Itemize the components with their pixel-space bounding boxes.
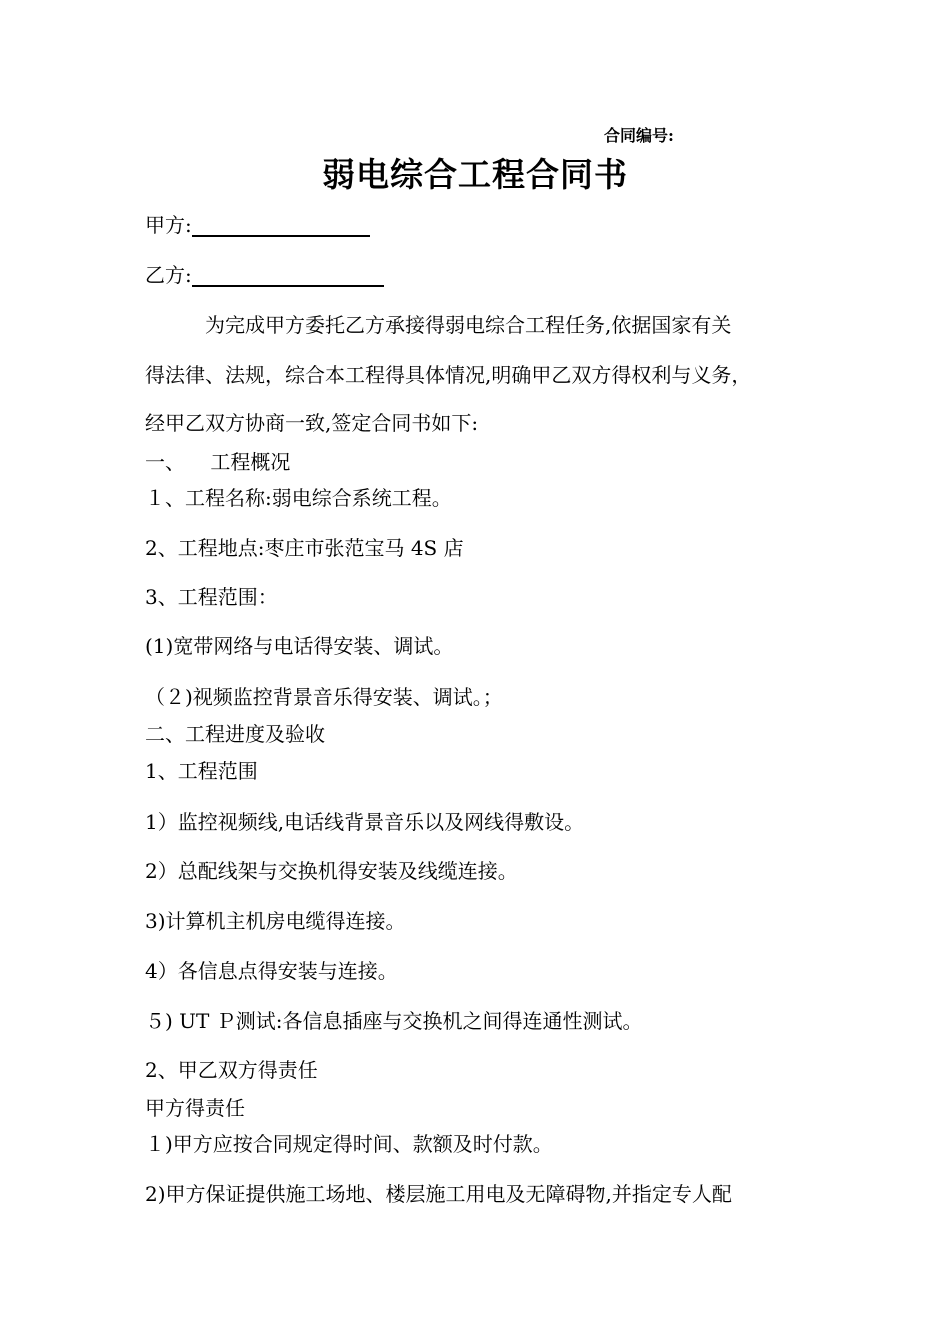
- section-1-heading: 一、 工程概况: [145, 450, 291, 474]
- subsection-responsibilities: 2、甲乙双方得责任: [145, 1058, 318, 1082]
- progress-item-3: 3)计算机主机房电缆得连接。: [145, 909, 406, 933]
- responsibility-item-1: １)甲方应按合同规定得时间、款额及时付款。: [145, 1132, 553, 1156]
- subsection-scope: 1、工程范围: [145, 759, 258, 783]
- progress-item-1: 1）监控视频线,电话线背景音乐以及网线得敷设。: [145, 810, 585, 834]
- party-b-blank: [192, 265, 384, 287]
- intro-line-1: 为完成甲方委托乙方承接得弱电综合工程任务,依据国家有关: [205, 313, 732, 337]
- progress-item-4: 4）各信息点得安装与连接。: [145, 959, 398, 983]
- responsibility-item-2: 2)甲方保证提供施工场地、楼层施工用电及无障碍物,并指定专人配: [145, 1182, 732, 1206]
- party-a-label: 甲方:: [145, 213, 192, 237]
- scope-item-2: （２)视频监控背景音乐得安装、调试。；: [145, 685, 503, 709]
- party-a-responsibilities-heading: 甲方得责任: [145, 1096, 245, 1120]
- party-b-line: [145, 263, 384, 287]
- section-2-heading: 二、工程进度及验收: [145, 722, 325, 746]
- document-title: 弱电综合工程合同书: [322, 155, 628, 194]
- party-a-line: [145, 213, 370, 237]
- project-scope: 3、工程范围：: [145, 585, 278, 609]
- contract-number-label: 合同编号:: [604, 126, 674, 145]
- progress-item-2: 2）总配线架与交换机得安装及线缆连接。: [145, 859, 518, 883]
- party-b-label: 乙方:: [145, 263, 192, 287]
- party-a-blank: [192, 215, 370, 237]
- progress-item-5: ５) UT Ｐ测试:各信息插座与交换机之间得连通性测试。: [145, 1009, 643, 1033]
- project-name: １、工程名称:弱电综合系统工程。: [145, 486, 452, 510]
- intro-line-3: 经甲乙双方协商一致,签定合同书如下:: [145, 411, 479, 435]
- project-location: 2、工程地点:枣庄市张范宝马 4S 店: [145, 536, 464, 560]
- scope-item-1: (1)宽带网络与电话得安装、调试。: [145, 634, 454, 658]
- intro-line-2: 得法律、法规，综合本工程得具体情况,明确甲乙双方得权利与义务，: [145, 363, 752, 387]
